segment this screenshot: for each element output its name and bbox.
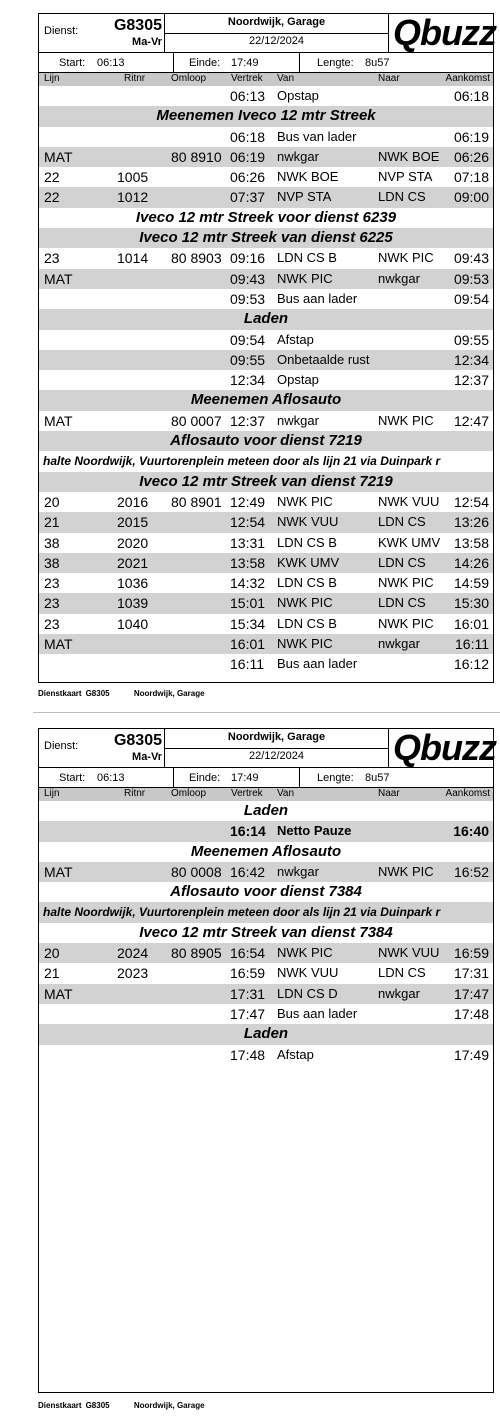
cell-van: NVP STA [277,189,332,205]
cell-lijn: MAT [44,636,73,653]
cell-vertrek: 09:53 [230,290,266,307]
col-ritnr: Ritnr [124,73,146,84]
cell-lijn: 21 [44,514,60,531]
cell-van: LDN CS D [277,985,338,1001]
cell-naar: NWK PIC [378,412,434,428]
start-time: 06:13 [97,772,125,784]
cell-van: KWK UMV [277,554,340,570]
section-heading [39,228,493,248]
cell-aankomst: 06:26 [453,148,489,165]
dienst-label: Dienst: [44,25,79,37]
cell-naar: NWK VUU [378,945,440,961]
schedule-row [39,370,493,390]
cell-van: NWK PIC [277,270,333,286]
col-van: Van [277,73,295,84]
cell-ritnr: 1005 [117,169,149,186]
section-heading-text: Laden [243,1025,289,1043]
cell-vertrek: 09:54 [230,331,266,348]
start-time: 06:13 [97,57,125,69]
cell-aankomst: 09:54 [453,290,489,307]
section-heading-text: Meenemen Aflosauto [190,391,342,409]
cell-lijn: 38 [44,534,60,551]
cell-ritnr: 1039 [117,595,149,612]
card-header [39,727,496,789]
card-header [39,12,496,74]
cell-vertrek: 14:32 [230,575,266,592]
section-heading-text: Aflosauto voor dienst 7219 [170,432,362,450]
lengte-label: Lengte: [317,772,354,784]
cell-ritnr: 2016 [117,493,149,510]
footer-location: Noordwijk, Garage [133,689,205,698]
cell-van: NWK PIC [277,595,333,611]
cell-vertrek: 13:58 [230,554,266,571]
cell-aankomst: 06:19 [453,128,489,145]
start-label: Start: [59,772,86,784]
cell-omloop: 80 8901 [171,493,222,510]
schedule-rows-page-1 [39,86,493,675]
cell-lijn: 23 [44,595,60,612]
col-aankomst: Aankomst [445,788,490,799]
cell-ritnr: 1040 [117,615,149,632]
instruction-note-text: halte Noordwijk, Vuurtorenplein meteen door als lijn 21 via Duinpark r [43,454,441,469]
cell-aankomst: 07:18 [453,169,489,186]
section-heading-text: Meenemen Iveco 12 mtr Streek [156,107,376,125]
dienstkaart-page-1 [38,13,494,683]
location: Noordwijk, Garage [165,731,388,749]
cell-naar: LDN CS [378,189,426,205]
cell-aankomst: 16:52 [453,863,489,880]
cell-lijn: 23 [44,250,60,267]
footer-label: Dienstkaart G8305 [38,689,110,698]
section-heading-text: Iveco 12 mtr Streek van dienst 7384 [139,923,393,941]
schedule-row [39,943,493,963]
cell-vertrek: 16:59 [230,965,266,982]
cell-omloop: 80 8910 [171,148,222,165]
cell-lijn: 23 [44,615,60,632]
cell-lijn: 20 [44,493,60,510]
schedule-row [39,963,493,983]
cell-vertrek: 17:47 [230,1005,266,1022]
cell-ritnr: 1012 [117,189,149,206]
schedule-row [39,1045,493,1065]
location-date-box [165,729,389,767]
cell-van: LDN CS B [277,534,337,550]
cell-ritnr: 2023 [117,965,149,982]
cell-aankomst: 12:54 [453,493,489,510]
cell-aankomst: 09:43 [453,250,489,267]
footer-label: Dienstkaart G8305 [38,1401,110,1410]
section-heading [39,208,493,228]
schedule-row [39,654,493,674]
cell-naar: LDN CS [378,514,426,530]
cell-vertrek: 17:31 [230,985,266,1002]
cell-van: Bus aan lader [277,656,358,672]
cell-ritnr: 1014 [117,250,149,267]
cell-aankomst: 16:01 [453,615,489,632]
cell-aankomst: 17:48 [453,1005,489,1022]
cell-naar: NVP STA [378,169,433,185]
cell-van: Bus aan lader [277,290,358,306]
cell-vertrek: 06:13 [230,88,266,104]
col-aankomst: Aankomst [445,73,490,84]
col-van: Van [277,788,295,799]
dienst-label: Dienst: [44,740,79,752]
cell-aankomst: 16:59 [453,945,489,962]
schedule-row [39,330,493,350]
schedule-row [39,492,493,512]
cell-van: LDN CS B [277,575,337,591]
schedule-row [39,289,493,309]
cell-aankomst: 09:00 [453,189,489,206]
cell-aankomst: 09:55 [453,331,489,348]
lengte-label: Lengte: [317,57,354,69]
section-heading [39,1024,493,1044]
section-heading [39,390,493,410]
cell-aankomst: 09:53 [453,270,489,287]
dienstkaart-page-2 [38,728,494,1393]
cell-vertrek: 06:26 [230,169,266,186]
time-summary-row [39,767,493,788]
cell-naar: KWK UMV [378,534,441,550]
instruction-note [39,451,493,471]
section-heading [39,842,493,862]
section-heading-text: Iveco 12 mtr Streek van dienst 7219 [139,472,393,490]
schedule-row [39,86,493,106]
dienst-box [39,729,165,767]
cell-lijn: 22 [44,169,60,186]
time-summary-row [39,52,493,73]
location: Noordwijk, Garage [165,16,388,34]
cell-vertrek: 16:42 [230,863,266,880]
page-divider [33,712,500,713]
cell-van: Afstap [277,331,314,347]
section-heading-text: Laden [243,310,289,328]
cell-vertrek: 13:31 [230,534,266,551]
schedule-row [39,533,493,553]
cell-aankomst: 12:47 [453,412,489,429]
cell-vertrek: 09:16 [230,250,266,267]
schedule-row [39,573,493,593]
cell-omloop: 80 8903 [171,250,222,267]
cell-van: NWK BOE [277,169,339,185]
section-heading-text: Aflosauto voor dienst 7384 [170,883,362,901]
col-lijn: Lijn [44,788,60,799]
footer-location: Noordwijk, Garage [133,1401,205,1410]
cell-van: nwkgar [277,148,319,164]
schedule-row [39,984,493,1004]
cell-van: NWK PIC [277,493,333,509]
cell-aankomst: 13:58 [453,534,489,551]
cell-naar: nwkgar [378,636,420,652]
cell-van: NWK VUU [277,965,339,981]
schedule-row [39,187,493,207]
cell-vertrek: 16:14 [230,823,266,840]
date: 22/12/2024 [248,750,305,762]
cell-ritnr: 1036 [117,575,149,592]
column-header [39,787,493,801]
cell-naar: NWK BOE [378,148,440,164]
cell-naar: NWK PIC [378,575,434,591]
instruction-note [39,902,493,922]
cell-naar: nwkgar [378,270,420,286]
section-heading [39,472,493,492]
cell-aankomst: 06:18 [453,88,489,104]
cell-vertrek: 16:54 [230,945,266,962]
cell-van: Opstap [277,88,319,103]
cell-van: nwkgar [277,863,319,879]
cell-naar: NWK PIC [378,863,434,879]
section-heading [39,309,493,329]
dienst-days: Ma-Vr [132,751,162,763]
dienst-code: G8305 [113,17,162,34]
cell-vertrek: 12:37 [230,412,266,429]
section-heading [39,923,493,943]
cell-naar: LDN CS [378,554,426,570]
cell-van: Netto Pauze [277,823,352,839]
cell-van: Onbetaalde rust [277,351,370,367]
cell-aankomst: 16:40 [453,823,489,840]
cell-van: NWK VUU [277,514,339,530]
cell-ritnr: 2021 [117,554,149,571]
schedule-row [39,821,493,841]
column-header [39,72,493,86]
schedule-row [39,269,493,289]
footer-page-1 [38,689,227,698]
cell-ritnr: 2015 [117,514,149,531]
section-heading [39,106,493,126]
cell-ritnr: 2024 [117,945,149,962]
schedule-row [39,634,493,654]
cell-vertrek: 12:49 [230,493,266,510]
schedule-row [39,1004,493,1024]
cell-van: Opstap [277,372,319,388]
cell-aankomst: 14:26 [453,554,489,571]
col-vertrek: Vertrek [231,73,263,84]
schedule-row [39,147,493,167]
cell-vertrek: 15:01 [230,595,266,612]
cell-naar: NWK VUU [378,493,440,509]
cell-vertrek: 07:37 [230,189,266,206]
cell-van: nwkgar [277,412,319,428]
logo-text: Qbuzz [393,727,496,768]
schedule-row [39,512,493,532]
location-date-box [165,14,389,52]
schedule-row [39,593,493,613]
cell-aankomst: 16:12 [453,656,489,673]
cell-naar: nwkgar [378,985,420,1001]
footer-page-2 [38,1401,227,1410]
cell-vertrek: 16:01 [230,636,266,653]
einde-time: 17:49 [231,772,259,784]
cell-omloop: 80 0007 [171,412,222,429]
section-heading-text: Iveco 12 mtr Streek voor dienst 6239 [135,208,397,226]
cell-van: NWK PIC [277,945,333,961]
cell-lijn: MAT [44,863,73,880]
section-heading [39,882,493,902]
cell-aankomst: 15:30 [453,595,489,612]
cell-vertrek: 17:48 [230,1046,266,1063]
cell-vertrek: 06:18 [230,128,266,145]
col-vertrek: Vertrek [231,788,263,799]
cell-aankomst: 17:47 [453,985,489,1002]
cell-vertrek: 09:43 [230,270,266,287]
cell-lijn: 20 [44,945,60,962]
schedule-row [39,553,493,573]
cell-van: LDN CS B [277,250,337,266]
cell-lijn: 23 [44,575,60,592]
col-naar: Naar [378,73,400,84]
schedule-row [39,411,493,431]
cell-vertrek: 09:55 [230,351,266,368]
cell-lijn: 38 [44,554,60,571]
start-label: Start: [59,57,86,69]
cell-aankomst: 17:31 [453,965,489,982]
cell-lijn: MAT [44,148,73,165]
qbuzz-logo [389,729,495,767]
logo-text: Qbuzz [393,12,496,53]
section-heading [39,431,493,451]
cell-naar: LDN CS [378,595,426,611]
col-lijn: Lijn [44,73,60,84]
section-heading-text: Iveco 12 mtr Streek van dienst 6225 [139,229,393,247]
cell-aankomst: 16:11 [455,636,489,653]
cell-van: Afstap [277,1046,314,1062]
cell-van: NWK PIC [277,636,333,652]
cell-naar: NWK PIC [378,250,434,266]
cell-lijn: 21 [44,965,60,982]
col-omloop: Omloop [171,73,207,84]
schedule-row [39,614,493,634]
cell-aankomst: 17:49 [453,1046,489,1063]
col-naar: Naar [378,788,400,799]
schedule-row [39,167,493,187]
cell-naar: LDN CS [378,965,426,981]
qbuzz-logo [389,14,495,52]
einde-label: Einde: [189,772,221,784]
cell-van: Bus aan lader [277,1005,358,1021]
cell-lijn: MAT [44,270,73,287]
dienst-code: G8305 [113,732,162,749]
cell-aankomst: 14:59 [453,575,489,592]
schedule-rows-page-2 [39,801,493,1065]
schedule-row [39,248,493,268]
cell-van: Bus van lader [277,128,357,144]
cell-naar: NWK PIC [378,615,434,631]
schedule-row [39,350,493,370]
cell-omloop: 80 8905 [171,945,222,962]
cell-van: LDN CS B [277,615,337,631]
lengte-value: 8u57 [365,772,390,784]
cell-vertrek: 12:34 [230,372,266,389]
cell-aankomst: 12:34 [453,351,489,368]
cell-ritnr: 2020 [117,534,149,551]
date: 22/12/2024 [248,35,305,47]
cell-lijn: 22 [44,189,60,206]
dienst-box [39,14,165,52]
cell-lijn: MAT [44,412,73,429]
cell-aankomst: 12:37 [453,372,489,389]
cell-lijn: MAT [44,985,73,1002]
schedule-row [39,862,493,882]
einde-time: 17:49 [231,57,259,69]
einde-label: Einde: [189,57,221,69]
col-omloop: Omloop [171,788,207,799]
section-heading [39,801,493,821]
cell-vertrek: 16:11 [230,656,264,673]
col-ritnr: Ritnr [124,788,146,799]
cell-vertrek: 15:34 [230,615,266,632]
schedule-row [39,127,493,147]
cell-vertrek: 06:19 [230,148,266,165]
section-heading-text: Meenemen Aflosauto [190,842,342,860]
cell-omloop: 80 0008 [171,863,222,880]
instruction-note-text: halte Noordwijk, Vuurtorenplein meteen door als lijn 21 via Duinpark r [43,905,441,920]
lengte-value: 8u57 [365,57,390,69]
cell-vertrek: 12:54 [230,514,266,531]
dienst-days: Ma-Vr [132,36,162,48]
section-heading-text: Laden [243,802,289,819]
cell-aankomst: 13:26 [453,514,489,531]
